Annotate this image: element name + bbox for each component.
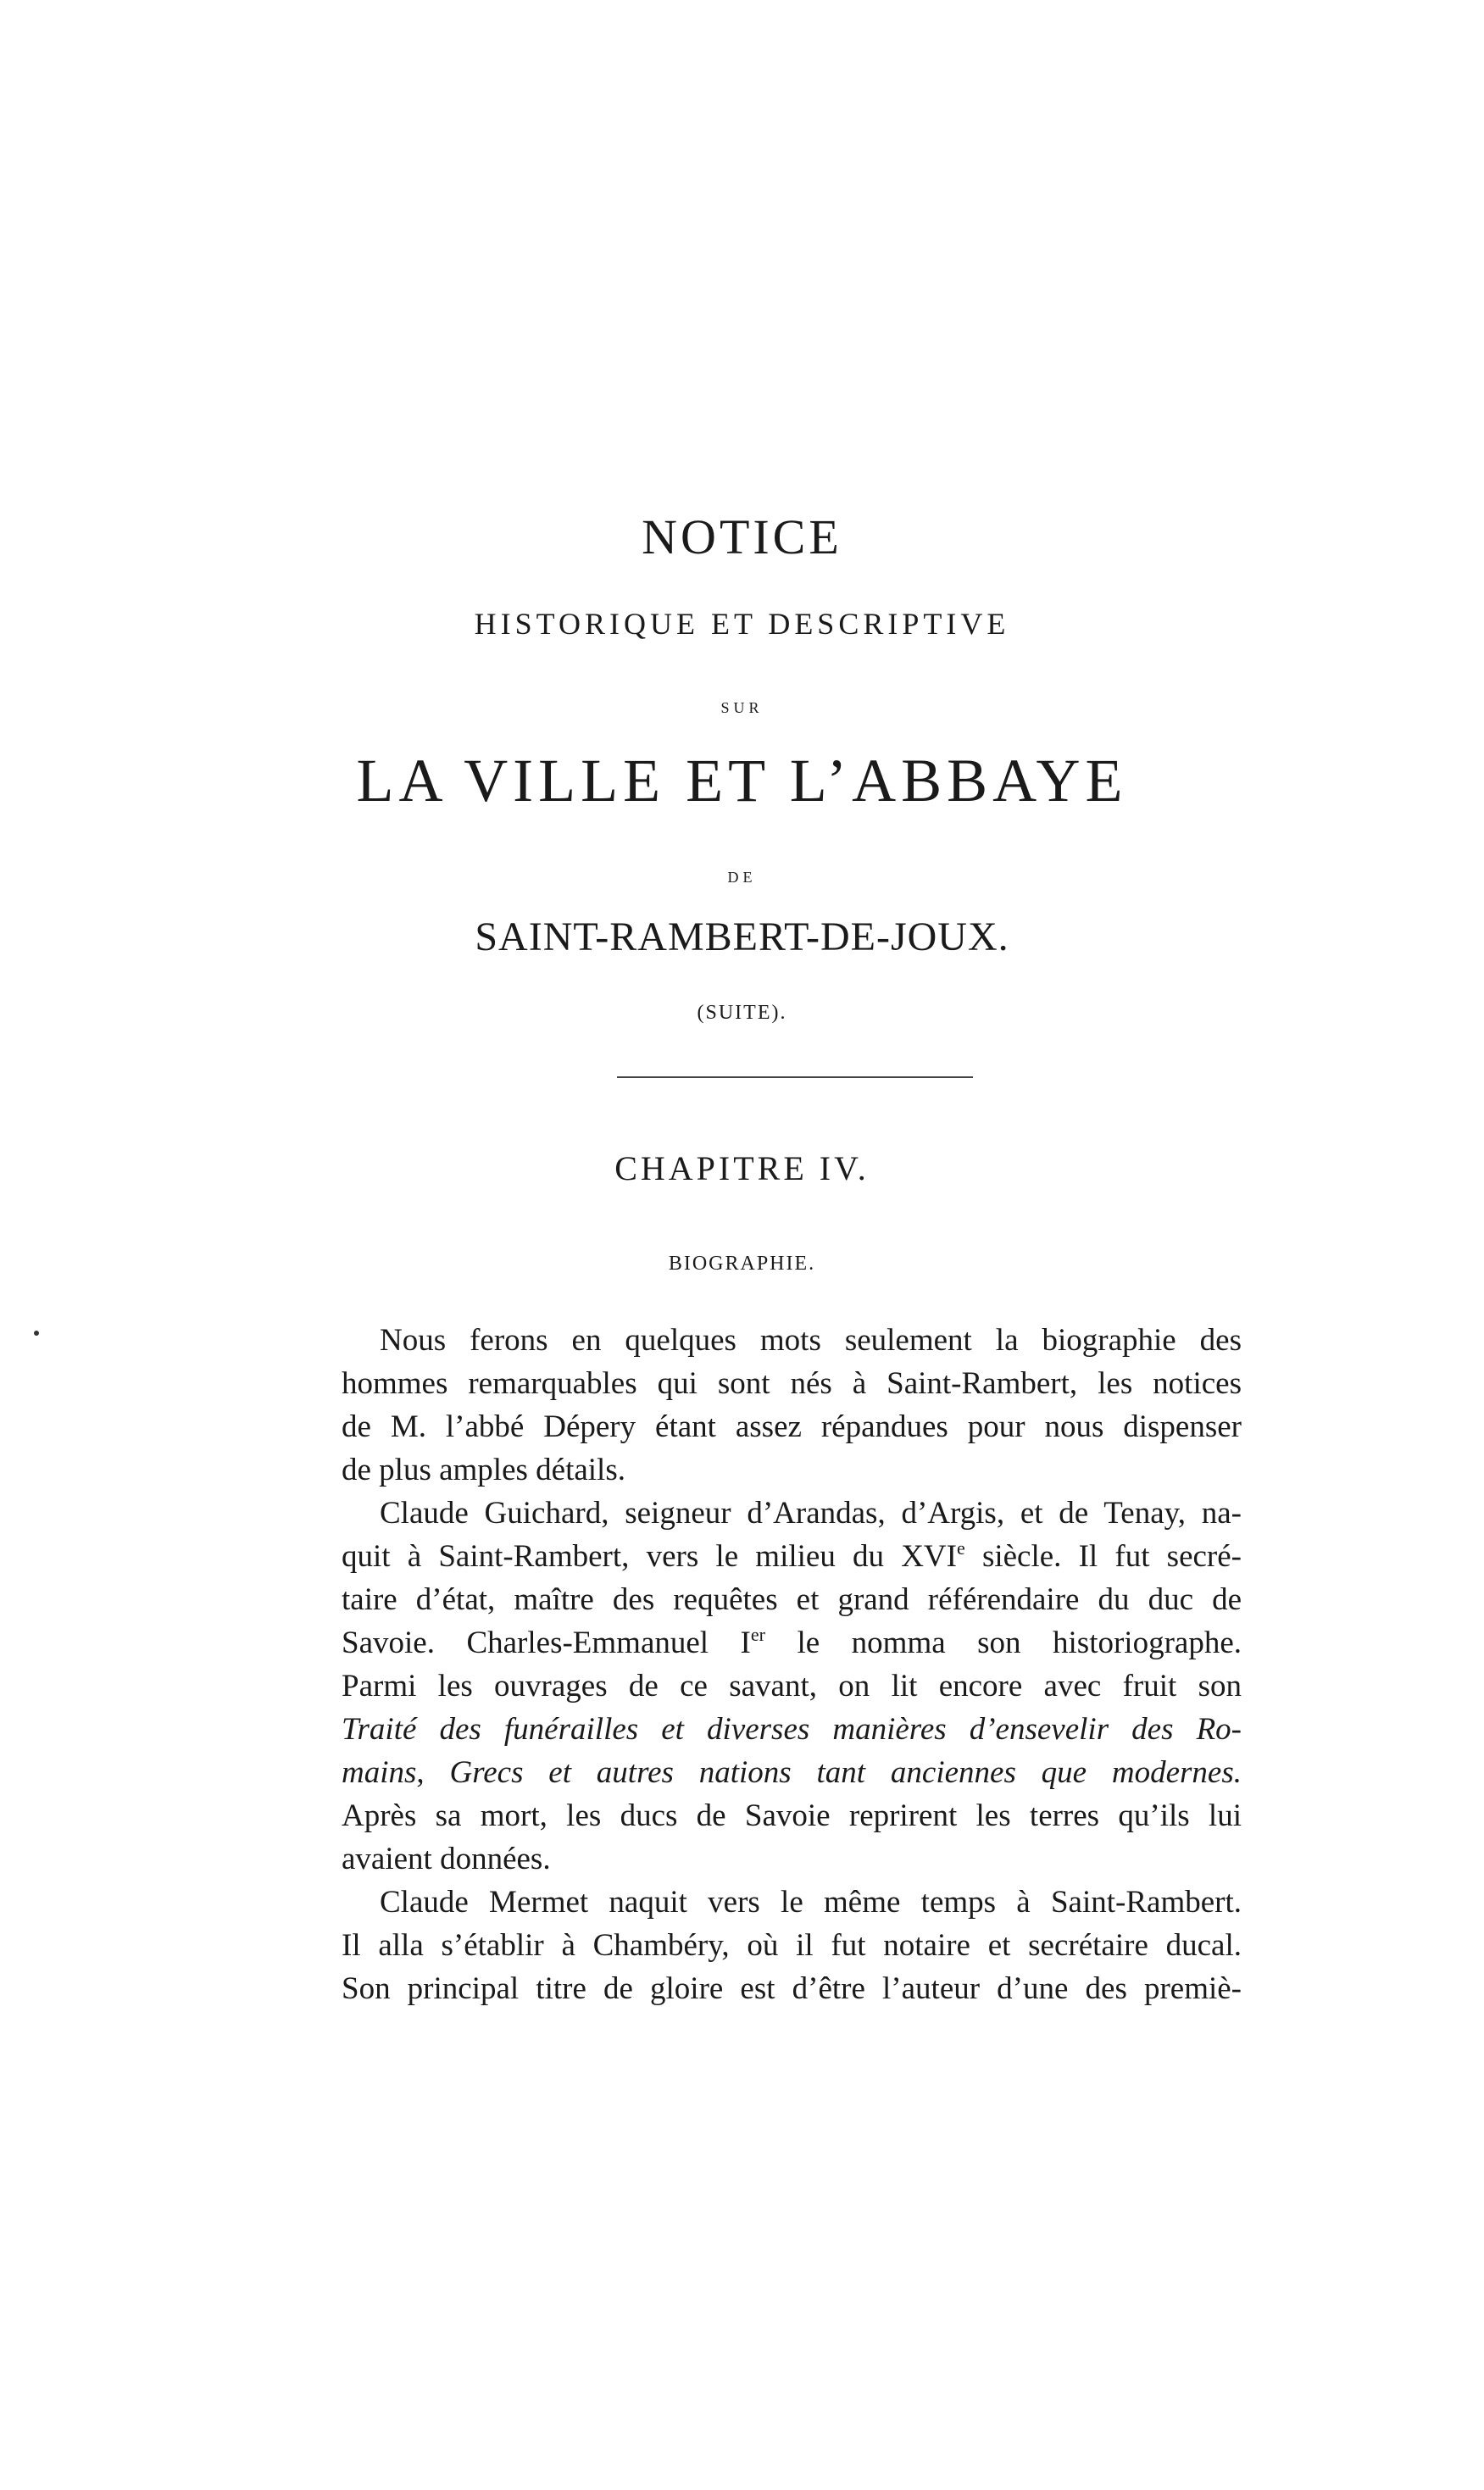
text-span: quit à Saint-Rambert, vers le milieu du XVI bbox=[342, 1539, 957, 1574]
text-line: Après sa mort, les ducs de Savoie reprirent les terres qu’ils lui bbox=[342, 1798, 1242, 1833]
title-notice: NOTICE bbox=[642, 509, 842, 564]
paragraph-1 bbox=[342, 1319, 1242, 1492]
suite-label: (SUITE). bbox=[697, 1002, 787, 1024]
word-de: DE bbox=[727, 869, 757, 886]
superscript: er bbox=[750, 1624, 765, 1645]
main-title: LA VILLE ET L’ABBAYE bbox=[356, 747, 1128, 814]
paragraph-2 bbox=[342, 1492, 1242, 1881]
text-line-italic: Traité des funérailles et diverses manières d’ensevelir des Ro- bbox=[342, 1712, 1242, 1747]
text-line bbox=[342, 1621, 1242, 1665]
text-line: Son principal titre de gloire est d’être l’auteur d’une des premiè- bbox=[342, 1971, 1242, 2006]
italic-span: Grecs et autres nations tant anciennes que modernes. bbox=[449, 1755, 1242, 1790]
place-name: SAINT-RAMBERT-DE-JOUX. bbox=[475, 914, 1009, 959]
superscript: e bbox=[956, 1537, 965, 1559]
text-line: Claude Guichard, seigneur d’Arandas, d’Argis, et de Tenay, na- bbox=[380, 1496, 1242, 1531]
word-sur: SUR bbox=[720, 699, 764, 716]
text-span: Savoie. Charles-Emmanuel I bbox=[342, 1626, 751, 1660]
divider-rule bbox=[617, 1076, 973, 1078]
subtitle: HISTORIQUE ET DESCRIPTIVE bbox=[474, 607, 1010, 641]
chapter-title: CHAPITRE IV. bbox=[614, 1149, 870, 1187]
text-span: , bbox=[416, 1755, 450, 1790]
text-line: Claude Mermet naquit vers le même temps à Saint-Rambert. bbox=[380, 1885, 1242, 1920]
text-line: de plus amples détails. bbox=[342, 1453, 625, 1487]
text-line bbox=[342, 1535, 1242, 1578]
text-line: Nous ferons en quelques mots seulement la biographie des bbox=[380, 1323, 1242, 1358]
text-line bbox=[342, 1751, 1242, 1794]
text-line: de M. l’abbé Dépery étant assez répandues pour nous dispenser bbox=[342, 1409, 1242, 1444]
text-line: Il alla s’établir à Chambéry, où il fut notaire et secrétaire ducal. bbox=[342, 1928, 1242, 1963]
text-line: hommes remarquables qui sont nés à Saint-Rambert, les notices bbox=[342, 1366, 1242, 1401]
text-line: taire d’état, maître des requêtes et grand référendaire du duc de bbox=[342, 1582, 1242, 1617]
text-line: Parmi les ouvrages de ce savant, on lit encore avec fruit son bbox=[342, 1669, 1242, 1704]
margin-speck bbox=[34, 1331, 39, 1336]
body-text bbox=[342, 1319, 1242, 2010]
text-span: le nomma son historiographe. bbox=[764, 1626, 1242, 1660]
paragraph-3 bbox=[342, 1881, 1242, 2010]
text-line: avaient données. bbox=[342, 1842, 551, 1876]
section-title: BIOGRAPHIE. bbox=[668, 1253, 816, 1275]
italic-span: mains bbox=[342, 1755, 417, 1790]
text-span: siècle. Il fut secré- bbox=[964, 1539, 1242, 1574]
